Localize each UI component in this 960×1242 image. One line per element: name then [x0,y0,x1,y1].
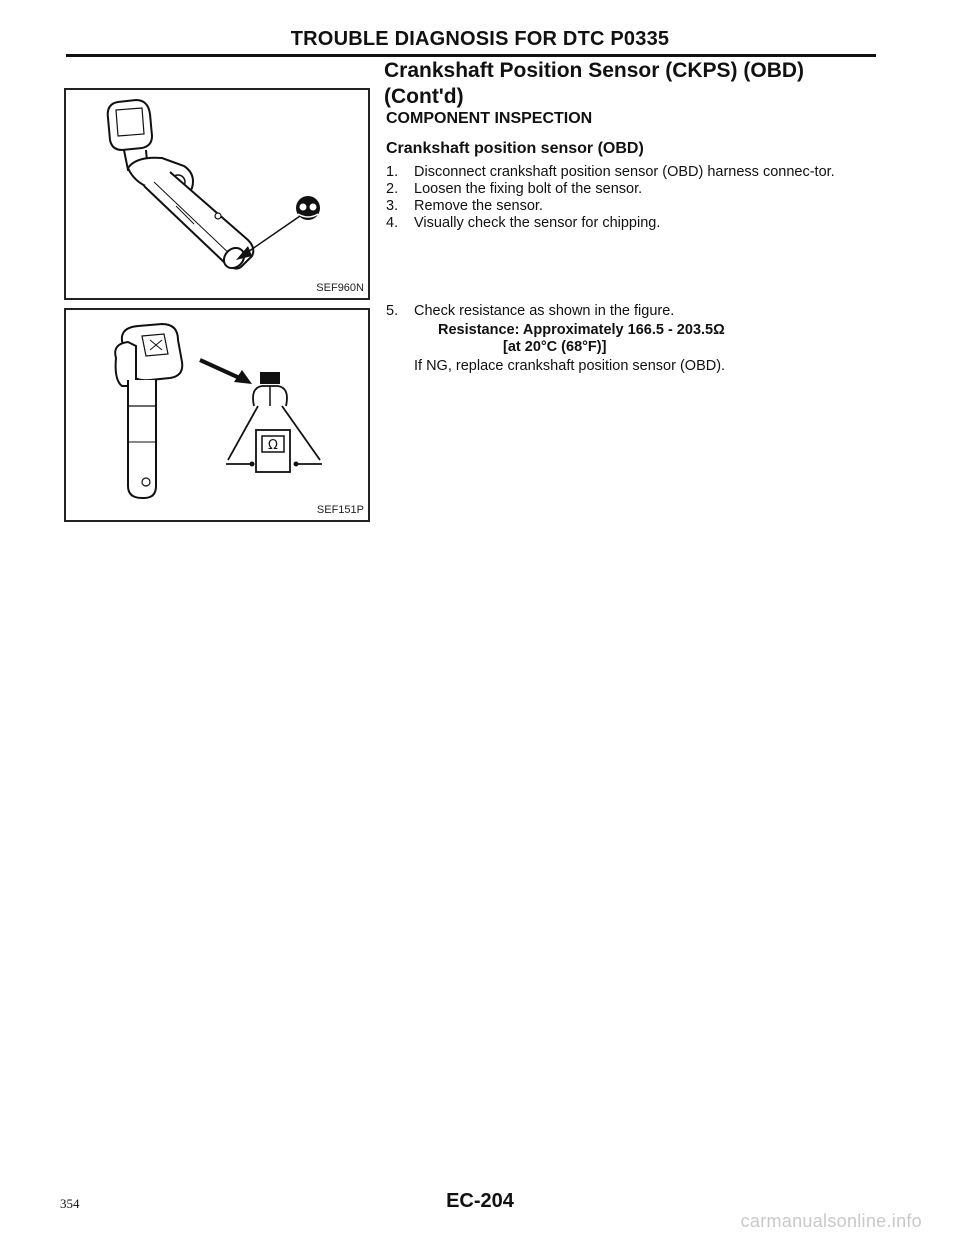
ohm-symbol: Ω [268,438,278,453]
step-text: Remove the sensor. [414,198,543,214]
step-1 [386,164,876,181]
section-title-line2: (Cont'd) [384,85,464,108]
sensor-subheading: Crankshaft position sensor (OBD) [386,140,644,157]
header-rule [66,54,876,57]
step-text: Visually check the sensor for chipping. [414,215,661,231]
watermark: carmanualsonline.info [740,1211,922,1231]
step-number: 3. [386,198,399,214]
ohmmeter-sensor-illustration [66,310,368,520]
figure-sensor [64,88,370,300]
resistance-spec: Resistance: Approximately 166.5 - 203.5Ω [438,322,725,338]
page-number-left: 354 [60,1196,80,1211]
step-4 [386,215,876,232]
section-title [384,58,884,110]
step-text: Disconnect crankshaft position sensor (OBD) harness connec-tor. [414,164,835,180]
component-inspection-heading: COMPONENT INSPECTION [386,110,593,127]
section-title-line1: Crankshaft Position Sensor (CKPS) (OBD) [384,59,805,82]
figure-ohmmeter [64,308,370,522]
page-header: TROUBLE DIAGNOSIS FOR DTC P0335 [290,28,670,50]
page-number-center: EC-204 [446,1190,514,1212]
step-number: 4. [386,215,399,231]
step-number: 1. [386,164,399,180]
step-number: 2. [386,181,399,197]
figure-code-2: SEF151P [316,504,364,516]
crankshaft-sensor-illustration [66,90,368,298]
steps-list [386,164,876,232]
step-number: 5. [386,303,399,319]
step-text: Check resistance as shown in the figure. [414,303,675,319]
figure-code-1: SEF960N [316,282,364,294]
temperature-spec: [at 20°C (68°F)] [503,339,607,355]
ng-note: If NG, replace crankshaft position sensor (OBD). [414,358,726,374]
step-3 [386,198,876,215]
step-2 [386,181,876,198]
step-5 [386,303,876,320]
step-text: Loosen the fixing bolt of the sensor. [414,181,643,197]
